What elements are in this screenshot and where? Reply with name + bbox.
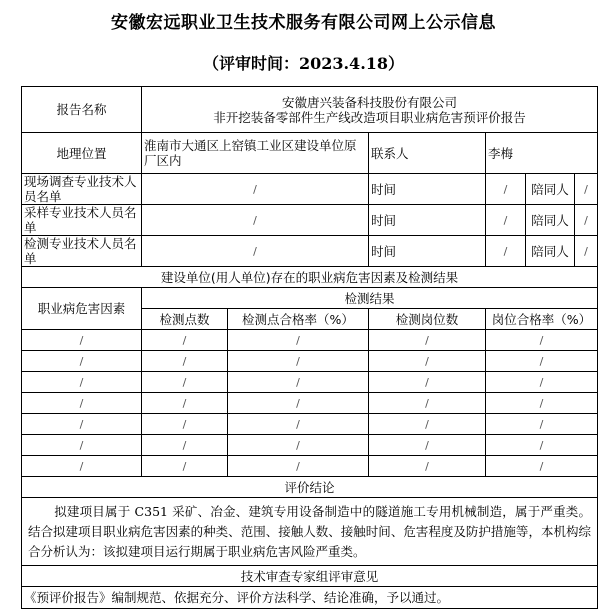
post-pass-rate-cell: / xyxy=(486,414,598,435)
staff-row-testing xyxy=(22,236,598,267)
companion-value: / xyxy=(575,174,598,205)
companion-label: 陪同人 xyxy=(526,236,575,267)
companion-label: 陪同人 xyxy=(526,174,575,205)
report-name-label: 报告名称 xyxy=(22,87,142,133)
table-row xyxy=(22,393,598,414)
test-points-cell: / xyxy=(142,414,228,435)
test-posts-cell: / xyxy=(369,351,486,372)
staff-name: / xyxy=(142,205,369,236)
staff-row-survey xyxy=(22,174,598,205)
point-pass-rate-cell: / xyxy=(228,435,369,456)
conclusion-body: 拟建项目属于 C351 采矿、冶金、建筑专用设备制造中的隧道施工专用机械制造，属于严重类。结合拟建项目职业病危害因素的种类、范围、接触人数、接触时间、危害程度及防护措施等，本机构综合分析认为：该拟建项目运行期属于职业病危害风险严重类。 xyxy=(28,503,591,559)
post-pass-rate-cell: / xyxy=(486,456,598,477)
report-name-cell xyxy=(142,87,598,133)
companion-label: 陪同人 xyxy=(526,205,575,236)
col-test-posts: 检测岗位数 xyxy=(369,309,486,330)
time-label: 时间 xyxy=(369,174,486,205)
staff-label: 检测专业技术人员名单 xyxy=(22,236,142,267)
time-label: 时间 xyxy=(369,236,486,267)
post-pass-rate-cell: / xyxy=(486,435,598,456)
report-company: 安徽唐兴装备科技股份有限公司 xyxy=(281,94,457,110)
hazard-factor-cell: / xyxy=(22,330,142,351)
hazard-section-title: 建设单位(用人单位)存在的职业病危害因素及检测结果 xyxy=(22,267,598,288)
test-posts-cell: / xyxy=(369,393,486,414)
report-title: 非开挖装备零部件生产线改造项目职业病危害预评价报告 xyxy=(213,109,526,125)
hazard-factor-cell: / xyxy=(22,456,142,477)
post-pass-rate-cell: / xyxy=(486,393,598,414)
contact-label: 联系人 xyxy=(369,133,486,174)
col-test-points: 检测点数 xyxy=(142,309,228,330)
hazard-factor-label: 职业病危害因素 xyxy=(22,288,142,330)
hazard-factor-cell: / xyxy=(22,393,142,414)
time-value: / xyxy=(486,236,526,267)
review-text: 《预评价报告》编制规范、依据充分、评价方法科学、结论准确，予以通过。 xyxy=(22,587,598,609)
point-pass-rate-cell: / xyxy=(228,351,369,372)
post-pass-rate-cell: / xyxy=(486,372,598,393)
location-value: 淮南市大通区上窑镇工业区建设单位原厂区内 xyxy=(142,133,369,174)
point-pass-rate-cell: / xyxy=(228,372,369,393)
test-points-cell: / xyxy=(142,435,228,456)
post-pass-rate-cell: / xyxy=(486,330,598,351)
test-points-cell: / xyxy=(142,372,228,393)
test-posts-cell: / xyxy=(369,435,486,456)
table-row xyxy=(22,414,598,435)
companion-value: / xyxy=(575,236,598,267)
hazard-factor-cell: / xyxy=(22,372,142,393)
staff-label: 采样专业技术人员名单 xyxy=(22,205,142,236)
disclosure-table xyxy=(21,86,598,609)
test-points-cell: / xyxy=(142,330,228,351)
review-date: （评审时间：2023.4.18） xyxy=(202,54,405,73)
hazard-factor-cell: / xyxy=(22,435,142,456)
table-row xyxy=(22,372,598,393)
test-posts-cell: / xyxy=(369,330,486,351)
companion-value: / xyxy=(575,205,598,236)
table-row xyxy=(22,351,598,372)
test-points-cell: / xyxy=(142,351,228,372)
test-points-cell: / xyxy=(142,393,228,414)
test-posts-cell: / xyxy=(369,456,486,477)
review-title: 技术审查专家组评审意见 xyxy=(22,566,598,587)
hazard-factor-cell: / xyxy=(22,414,142,435)
col-post-pass-rate: 岗位合格率（%） xyxy=(486,309,598,330)
staff-name: / xyxy=(142,236,369,267)
test-posts-cell: / xyxy=(369,414,486,435)
location-label: 地理位置 xyxy=(22,133,142,174)
time-label: 时间 xyxy=(369,205,486,236)
point-pass-rate-cell: / xyxy=(228,456,369,477)
conclusion-text xyxy=(22,498,598,566)
post-pass-rate-cell: / xyxy=(486,351,598,372)
point-pass-rate-cell: / xyxy=(228,393,369,414)
col-point-pass-rate: 检测点合格率（%） xyxy=(228,309,369,330)
point-pass-rate-cell: / xyxy=(228,414,369,435)
staff-row-sampling xyxy=(22,205,598,236)
table-row xyxy=(22,435,598,456)
hazard-factor-cell: / xyxy=(22,351,142,372)
staff-label: 现场调查专业技术人员名单 xyxy=(22,174,142,205)
results-label: 检测结果 xyxy=(142,288,598,309)
point-pass-rate-cell: / xyxy=(228,330,369,351)
test-points-cell: / xyxy=(142,456,228,477)
time-value: / xyxy=(486,174,526,205)
staff-name: / xyxy=(142,174,369,205)
test-posts-cell: / xyxy=(369,372,486,393)
table-row xyxy=(22,330,598,351)
time-value: / xyxy=(486,205,526,236)
page-title: 安徽宏远职业卫生技术服务有限公司网上公示信息 xyxy=(111,13,496,33)
table-row xyxy=(22,456,598,477)
contact-value: 李梅 xyxy=(486,133,598,174)
conclusion-title: 评价结论 xyxy=(22,477,598,498)
